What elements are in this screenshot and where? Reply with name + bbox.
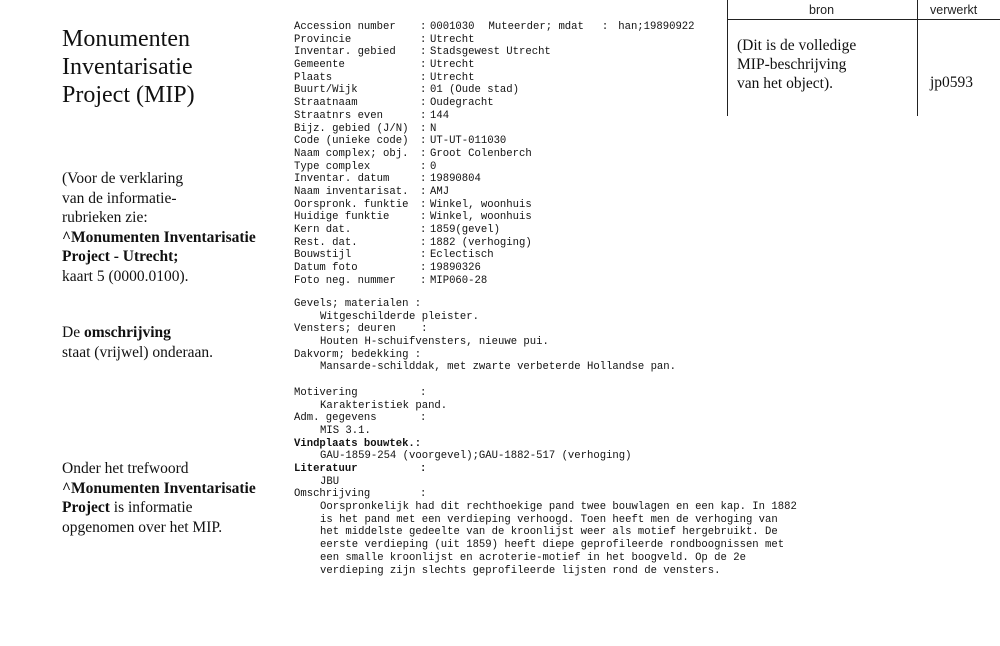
field-row xyxy=(294,199,695,212)
description-line: Oorspronkelijk had dit rechthoekige pand twee bouwlagen en een kap. In 1882 xyxy=(320,501,797,514)
description-blocks xyxy=(294,298,797,577)
note-bold: omschrijving xyxy=(83,324,171,341)
note-text: De xyxy=(62,324,84,341)
field-row xyxy=(294,97,695,110)
field-row xyxy=(294,173,695,186)
block-label-row xyxy=(294,387,797,400)
keyword-note xyxy=(62,459,282,537)
field-row xyxy=(294,186,695,199)
field-label: Bouwstijl xyxy=(294,249,352,262)
field-extra-value: han;19890922 xyxy=(618,21,695,33)
table-description xyxy=(737,36,856,93)
field-sep: : xyxy=(420,46,427,59)
field-value: Oudegracht xyxy=(430,97,494,110)
field-label: Straatnrs even xyxy=(294,109,384,122)
field-value: MIP060-28 xyxy=(430,274,488,287)
field-label: Huidige funktie xyxy=(294,211,390,224)
field-sep: : xyxy=(420,211,427,224)
block-sep: : xyxy=(420,412,427,425)
table-description-line: van het object). xyxy=(737,75,833,92)
table-description-line: (Dit is de volledige xyxy=(737,37,857,54)
block-label: Gevels; materialen : xyxy=(294,298,422,310)
block-value: GAU-1859-254 (voorgevel);GAU-1882-517 (verhoging) xyxy=(320,450,632,463)
field-label: Bijz. gebied (J/N) xyxy=(294,122,409,135)
field-sep: : xyxy=(420,160,427,173)
field-sep: : xyxy=(420,198,427,211)
note-line: (Voor de verklaring xyxy=(62,170,184,187)
field-value: 0001030 xyxy=(430,21,475,33)
field-sep: : xyxy=(420,249,427,262)
block-label: Adm. gegevens xyxy=(294,412,377,425)
field-sep: : xyxy=(420,274,427,287)
field-value: 0 xyxy=(430,160,437,173)
description-line: een smalle kroonlijst en acroterie-motief in het boogveld. Op de 2e xyxy=(320,551,746,564)
field-label: Kern dat. xyxy=(294,224,352,236)
field-label: Datum foto xyxy=(294,262,358,275)
field-sep: : xyxy=(420,147,427,160)
field-sep: : xyxy=(420,97,427,110)
field-value: Stadsgewest Utrecht xyxy=(430,46,551,59)
field-sep: : xyxy=(420,71,427,84)
note-line xyxy=(62,498,282,518)
field-label: Rest. dat. xyxy=(294,236,358,249)
field-label: Straatnaam xyxy=(294,97,358,110)
keyword-link[interactable]: ^Monumenten Inventarisatie xyxy=(62,479,256,497)
description-line: het middelste gedeelte van de kroonlijst weer als motief hergebruikt. De xyxy=(320,526,778,539)
field-sep: : xyxy=(420,84,427,97)
title-line: Inventarisatie xyxy=(62,54,193,80)
description-line: verdieping zijn slechts geprofileerde lijsten rond de vensters. xyxy=(320,564,721,577)
description-line: is het pand met een verdieping verhoogd. Toen heeft men de verhoging van xyxy=(320,513,778,526)
note-line: opgenomen over het MIP. xyxy=(62,518,223,536)
field-row xyxy=(294,262,695,275)
block-label-row xyxy=(294,488,797,501)
column-header-bron: bron xyxy=(809,3,835,17)
field-row xyxy=(294,161,695,174)
note-line: rubrieken zie: xyxy=(62,209,148,226)
title-line: Project (MIP) xyxy=(62,82,195,108)
field-label: Buurt/Wijk xyxy=(294,84,358,97)
field-label: Inventar. datum xyxy=(294,173,390,186)
block-label: Vensters; deuren : xyxy=(294,323,428,336)
note-line xyxy=(62,323,282,343)
page-title xyxy=(62,25,262,109)
block-label: Motivering xyxy=(294,386,358,399)
field-row xyxy=(294,148,695,161)
field-sep: : xyxy=(420,185,427,198)
spacer xyxy=(294,374,797,387)
field-value: Utrecht xyxy=(430,59,475,72)
field-row xyxy=(294,249,695,262)
field-value: Groot Colenberch xyxy=(430,147,532,160)
field-row xyxy=(294,237,695,250)
field-sep: : xyxy=(420,173,427,186)
field-row xyxy=(294,135,695,148)
field-value: 19890326 xyxy=(430,262,481,275)
title-line: Monumenten xyxy=(62,26,190,52)
field-row xyxy=(294,21,695,34)
explanation-note xyxy=(62,169,282,286)
field-label: Gemeente xyxy=(294,59,345,72)
field-label: Provincie xyxy=(294,33,352,46)
field-row xyxy=(294,72,695,85)
field-row xyxy=(294,275,695,288)
block-label: Vindplaats bouwtek.: xyxy=(294,437,422,450)
block-label: Omschrijving xyxy=(294,488,371,501)
field-sep: : xyxy=(420,122,427,135)
field-sep: : xyxy=(420,224,427,236)
field-value: 19890804 xyxy=(430,173,481,186)
field-value: Winkel, woonhuis xyxy=(430,211,532,224)
field-label: Foto neg. nummer xyxy=(294,274,396,287)
field-label: Code (unieke code) xyxy=(294,135,409,148)
block-value: Witgeschilderde pleister. xyxy=(320,310,479,323)
field-label: Inventar. gebied xyxy=(294,46,396,59)
field-value: 1859(gevel) xyxy=(430,224,500,236)
note-text: is informatie xyxy=(109,499,193,516)
source-table xyxy=(727,0,1000,116)
block-label: Dakvorm; bedekking : xyxy=(294,348,422,361)
block-value: MIS 3.1. xyxy=(320,424,371,437)
field-label: Oorspronk. funktie xyxy=(294,198,409,211)
note-line: staat (vrijwel) onderaan. xyxy=(62,343,214,361)
column-header-verwerkt: verwerkt xyxy=(930,3,978,17)
block-sep: : xyxy=(420,463,427,475)
field-row xyxy=(294,110,695,123)
field-sep: : xyxy=(420,262,427,275)
note-line: Onder het trefwoord xyxy=(62,460,189,477)
processed-code: jp0593 xyxy=(930,74,974,91)
field-value: Eclectisch xyxy=(430,249,494,262)
field-sep: : xyxy=(420,236,427,249)
block-value: Karakteristiek pand. xyxy=(320,399,448,412)
reference-link-cont[interactable]: Project - Utrecht; xyxy=(62,248,179,265)
block-label: Literatuur xyxy=(294,463,358,475)
keyword-link-cont[interactable]: Project xyxy=(62,499,110,516)
field-row xyxy=(294,123,695,136)
field-value: AMJ xyxy=(430,185,450,198)
field-row xyxy=(294,34,695,47)
block-label-row xyxy=(294,412,797,425)
table-description-line: MIP-beschrijving xyxy=(737,56,847,73)
field-value: N xyxy=(430,122,437,135)
field-sep: : xyxy=(420,59,427,72)
table-header-line xyxy=(727,19,1000,20)
field-extra-sep: : xyxy=(601,21,609,33)
field-sep: : xyxy=(420,109,427,122)
field-label: Accession number xyxy=(294,21,396,33)
field-sep: : xyxy=(420,33,427,46)
reference-link[interactable]: ^Monumenten Inventarisatie xyxy=(62,228,256,246)
field-sep: : xyxy=(420,21,427,33)
field-row xyxy=(294,224,695,237)
block-label-row xyxy=(294,463,797,476)
field-label: Naam inventarisat. xyxy=(294,185,409,198)
table-divider xyxy=(917,0,918,116)
block-value: Houten H-schuifvensters, nieuwe pui. xyxy=(320,336,549,349)
field-value: 01 (Oude stad) xyxy=(430,84,520,97)
block-sep: : xyxy=(420,386,427,399)
field-label: Naam complex; obj. xyxy=(294,147,409,160)
field-value: UT-UT-011030 xyxy=(430,135,507,148)
field-row xyxy=(294,59,695,72)
field-value: 1882 (verhoging) xyxy=(430,236,532,249)
block-value: JBU xyxy=(320,475,340,488)
field-row xyxy=(294,46,695,59)
note-line: kaart 5 (0000.0100). xyxy=(62,267,189,285)
field-label: Type complex xyxy=(294,160,371,173)
block-sep: : xyxy=(420,488,427,501)
field-value: Winkel, woonhuis xyxy=(430,198,532,211)
field-list xyxy=(294,21,695,287)
field-row xyxy=(294,84,695,97)
field-row xyxy=(294,211,695,224)
field-value: 144 xyxy=(430,109,450,122)
field-sep: : xyxy=(420,135,427,148)
field-label: Plaats xyxy=(294,71,333,84)
field-value: Utrecht xyxy=(430,33,475,46)
field-extra-label: Muteerder; mdat xyxy=(488,21,584,33)
field-value: Utrecht xyxy=(430,71,475,84)
description-line: eerste verdieping (uit 1859) heeft diepe geprofileerde rondboognissen met xyxy=(320,539,785,552)
description-note xyxy=(62,323,282,362)
note-line: van de informatie- xyxy=(62,189,177,207)
block-value: Mansarde-schilddak, met zwarte verbeterde Hollandse pan. xyxy=(320,361,677,374)
table-divider xyxy=(727,0,728,116)
